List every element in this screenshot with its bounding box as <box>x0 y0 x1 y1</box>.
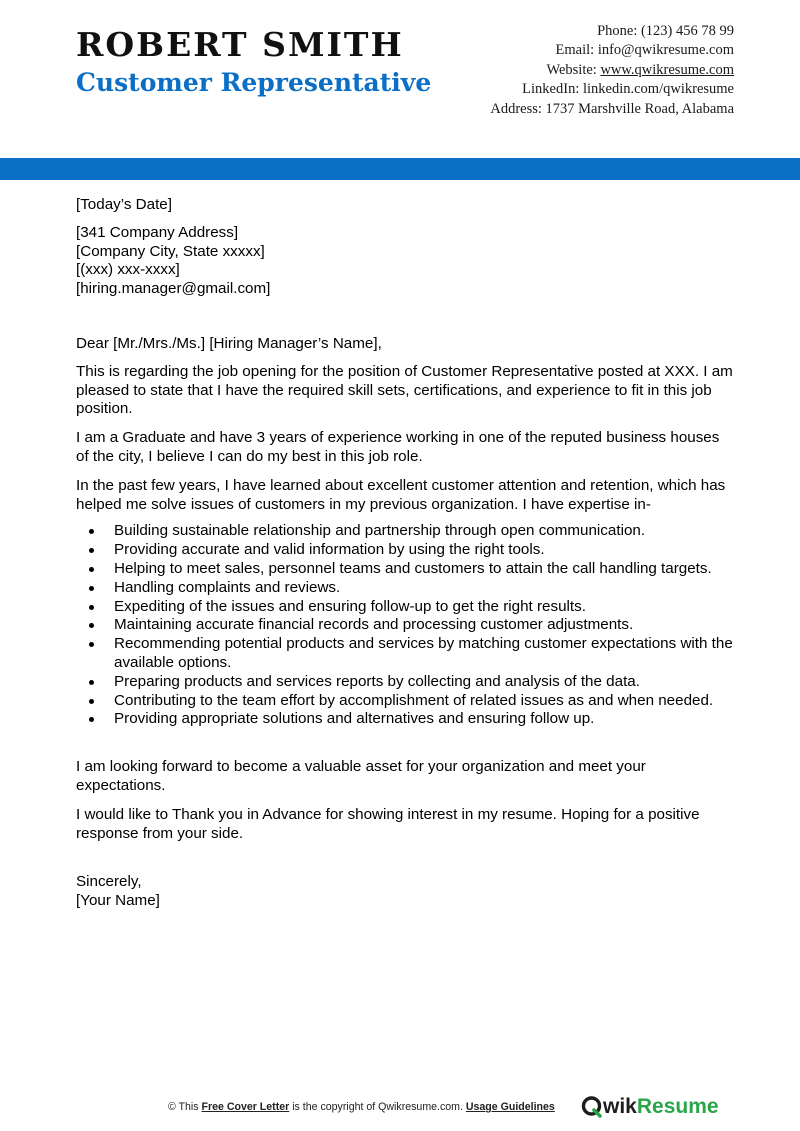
contact-website <box>454 61 734 80</box>
bullet-icon <box>89 529 94 534</box>
greeting: Dear [Mr./Mrs./Ms.] [Hiring Manager’s Name], <box>76 334 382 352</box>
copyright-notice <box>168 1101 555 1113</box>
list-item-text: Preparing products and services reports by collecting and analysis of the data. <box>114 672 640 690</box>
contact-block <box>454 22 734 119</box>
contact-address: Address: 1737 Marshville Road, Alabama <box>490 100 734 117</box>
body-paragraph: This is regarding the job opening for the position of Customer Representative posted at XXX. I am pleased to state that I have the required skill sets, certifications, and experience to fit in this job position. <box>76 362 733 418</box>
qwikresume-logo <box>581 1094 719 1122</box>
recipient-address <box>76 224 736 299</box>
list-item-text: Providing appropriate solutions and alternatives and ensuring follow up. <box>114 710 595 728</box>
bullet-icon <box>89 586 94 591</box>
header-divider-bar <box>0 158 800 180</box>
list-item <box>76 522 736 541</box>
recipient-line: [341 Company Address] <box>76 223 239 241</box>
closing-paragraph: I would like to Thank you in Advance for showing interest in my resume. Hoping for a positive response from your side. <box>76 805 700 842</box>
list-item <box>76 710 736 729</box>
q-logo-icon <box>581 1095 603 1119</box>
list-item-text: Contributing to the team effort by accomplishment of related issues as and when needed. <box>114 691 714 709</box>
bullet-icon <box>89 623 94 628</box>
brand-resume: Resume <box>636 1095 719 1118</box>
list-item <box>76 616 736 635</box>
contact-phone: Phone: (123) 456 78 99 <box>597 23 734 39</box>
usage-guidelines-link[interactable]: Usage Guidelines <box>465 1101 555 1113</box>
contact-linkedin: LinkedIn: linkedin.com/qwikresume <box>522 81 734 98</box>
list-item <box>76 560 736 579</box>
copyright-prefix: © This <box>168 1101 202 1113</box>
list-item <box>76 635 736 673</box>
website-label: Website: <box>546 61 601 78</box>
bullet-icon <box>89 548 94 553</box>
letter-date: [Today’s Date] <box>76 196 172 213</box>
bullet-icon <box>89 680 94 685</box>
free-cover-letter-link[interactable]: Free Cover Letter <box>201 1101 290 1113</box>
list-item-text: Providing accurate and valid information by using the right tools. <box>114 541 545 559</box>
closing-paragraph: I am looking forward to become a valuable asset for your organization and meet your expectations. <box>76 758 646 794</box>
list-item <box>76 598 736 617</box>
signoff: Sincerely, <box>76 873 142 891</box>
list-item <box>76 541 736 560</box>
list-item <box>76 692 736 711</box>
list-item <box>76 579 736 598</box>
applicant-name: ROBERT SMITH <box>76 25 404 64</box>
body-paragraph: In the past few years, I have learned about excellent customer attention and retention, which has helped me solve issues of customers in my previous organization. I have expertise in- <box>76 476 726 513</box>
signature: [Your Name] <box>76 892 160 910</box>
bullet-icon <box>89 567 94 572</box>
copyright-mid: is the copyright of Qwikresume.com. <box>289 1101 466 1113</box>
expertise-list <box>76 522 736 729</box>
list-item-text: Building sustainable relationship and partnership through open communication. <box>114 522 646 540</box>
list-item-text: Handling complaints and reviews. <box>114 578 341 596</box>
list-item-text: Expediting of the issues and ensuring follow-up to get the right results. <box>114 597 586 615</box>
list-item-text: Helping to meet sales, personnel teams and customers to attain the call handling targets. <box>114 559 712 577</box>
list-item-text: Maintaining accurate financial records and processing customer adjustments. <box>114 616 634 634</box>
body-paragraph: I am a Graduate and have 3 years of experience working in one of the reputed business houses of the city, I believe I can do my best in this job role. <box>76 429 720 465</box>
list-item <box>76 673 736 692</box>
bullet-icon <box>89 642 94 647</box>
bullet-icon <box>89 605 94 610</box>
list-item-text: Recommending potential products and services by matching customer expectations with the available options. <box>114 635 733 671</box>
website-link[interactable]: www.qwikresume.com <box>600 61 734 78</box>
letter-header <box>0 0 800 158</box>
page-footer <box>0 1095 800 1130</box>
recipient-line: [hiring.manager@gmail.com] <box>76 280 271 298</box>
bullet-icon <box>89 717 94 722</box>
letter-body <box>76 196 736 911</box>
contact-email: Email: info@qwikresume.com <box>555 42 734 59</box>
bullet-icon <box>89 699 94 704</box>
recipient-line: [Company City, State xxxxx] <box>76 242 265 260</box>
brand-wik: wik <box>603 1095 637 1118</box>
job-title: Customer Representative <box>76 68 432 97</box>
recipient-line: [(xxx) xxx-xxxx] <box>76 261 180 279</box>
